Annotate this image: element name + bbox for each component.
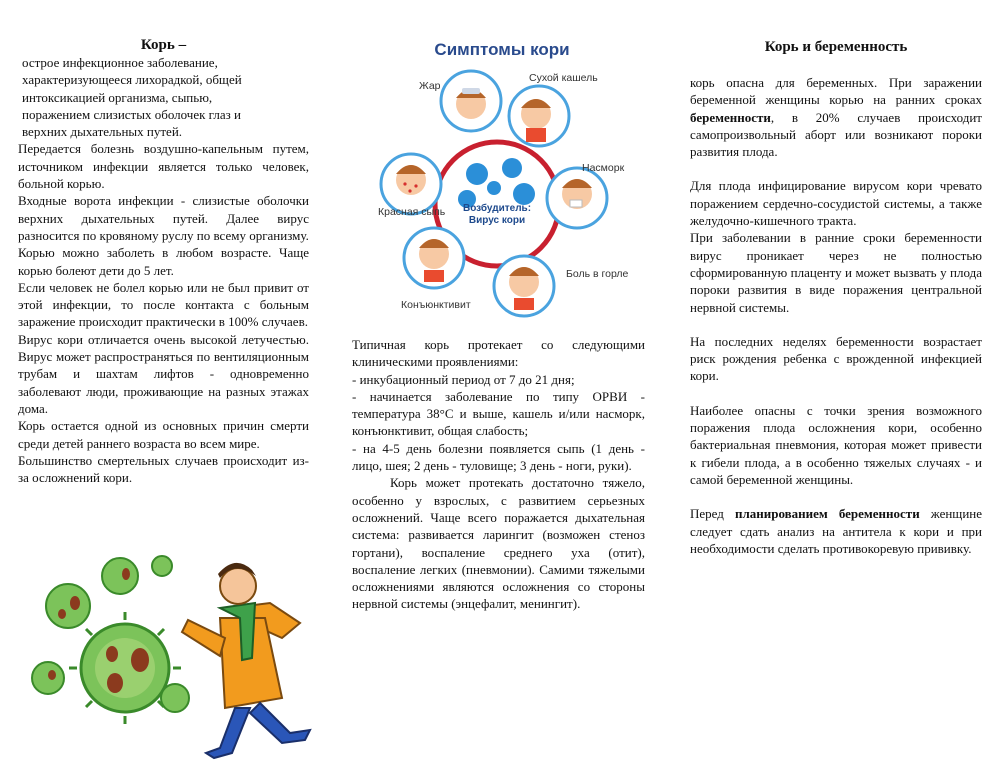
definition-line: характеризующееся лихорадкой, общей xyxy=(22,72,242,88)
child-face-icon xyxy=(562,179,592,209)
symptom-label-fever: Жар xyxy=(419,80,441,92)
symptom-label-dry-cough: Сухой кашель xyxy=(529,72,598,84)
pregnancy-title: Корь и беременность xyxy=(764,39,908,55)
virus-icon xyxy=(102,558,138,594)
paragraph-volatility: Вирус кори отличается очень высокой летучестью. Вирус может распространяться по вентиляционным трубам и шахтам лифтов - одновременно заболевают люди, проживающие на разных этажах дома. xyxy=(18,331,309,416)
virus-icon xyxy=(161,684,189,712)
paragraph-transmission: Передается болезнь воздушно-капельным путем, источником инфекции является только человек, больной корью. xyxy=(18,141,309,192)
pregnancy-paragraph-3: При заболевании в ранние сроки беременности вирус проникает через не полностью сформированную плаценту и может вызвать у плода пороки развития в виде поражения центральной нервной системы. xyxy=(690,230,982,315)
virus-illustration xyxy=(20,548,320,763)
virus-icon xyxy=(152,556,172,576)
virus-icon xyxy=(32,662,64,694)
text-span: корь опасна для беременных. При заражении беременной женщины корью на ранних сроках xyxy=(690,75,982,108)
running-man-icon xyxy=(182,563,310,758)
child-face-icon xyxy=(396,165,426,195)
pregnancy-paragraph-1 xyxy=(690,74,982,160)
clinical-item: - начинается заболевание по типу ОРВИ - температура 38°С и выше, кашель и/или насморк, конъюнктивит, общая слабость; xyxy=(352,388,645,439)
virus-icon xyxy=(46,584,90,628)
paragraph-contact: Если человек не болел корью или не был привит от этой инфекции, то после контакта с больным заражение происходит практически в 100% случаев. xyxy=(18,279,309,330)
clinical-item: - на 4-5 день болезни появляется сыпь (1 день - лицо, шея; 2 день - туловище; 3 день - ноги, руки). xyxy=(352,440,645,474)
pregnancy-paragraph-2: Для плода инфицирование вирусом кори чревато поражением сердечно-сосудистой системы, а также желудочно-кишечного тракта. xyxy=(690,178,982,229)
bold-term: беременности xyxy=(690,109,771,125)
pathogen-label-line: Возбудитель: xyxy=(462,203,532,214)
pathogen-label xyxy=(452,203,542,227)
paragraph-age: Корью можно заболеть в любом возрасте. Чаще корью болеют дети до 5 лет. xyxy=(18,245,309,278)
paragraph-complications: Большинство смертельных случаев происходит из-за осложнений кори. xyxy=(18,452,309,486)
right-column xyxy=(690,0,982,557)
left-column xyxy=(18,0,309,486)
definition-line: верхних дыхательных путей. xyxy=(22,124,183,140)
symptom-label-runny-nose: Насморк xyxy=(582,162,625,174)
symptom-label-conjunctivitis: Конъюнктивит xyxy=(401,299,471,311)
text-span: женщине следует сдать анализ на антитела к кори и при необходимости сделать противокоревую прививку. xyxy=(690,506,982,556)
definition-line: поражением слизистых оболочек глаз и xyxy=(22,106,241,122)
text-span: , в 20% случаев происходит самопроизвольный аборт или возникают пороки развития плода. xyxy=(690,109,982,160)
paragraph-mortality: Корь остается одной из основных причин смерти среди детей раннего возраста во всем мире. xyxy=(18,418,309,451)
pathogen-label-line: Вирус кори xyxy=(468,215,526,226)
clinical-item: - инкубационный период от 7 до 21 дня; xyxy=(352,371,575,387)
paragraph-entry: Входные ворота инфекции - слизистые оболочки верхних дыхательных путей. Далее вирус разносится по кровяному руслу по всему организму. xyxy=(18,193,309,243)
complications-paragraph: Корь может протекать достаточно тяжело, особенно у взрослых, с развитием серьезных осложнений. Чаще всего поражается дыхательная система: развивается ларингит (возможен стеноз гортани), воспаление среднего уха (отит), воспаление легких (пневмонии). Самими тяжелыми осложнениями являются осложнения со стороны нервной системы (энцефалит, менингит). xyxy=(352,475,645,612)
measles-title: Корь – xyxy=(140,37,187,53)
pregnancy-paragraph-5: Наиболее опасны с точки зрения возможного поражения плода осложнения кори, особенно бактериальная пневмония, которая может привести к гибели плода, а в особенно тяжелых случаях - и самой беременной женщины. xyxy=(690,402,982,487)
symptom-label-red-rash: Красная сыпь xyxy=(378,206,446,218)
infographic-title: Симптомы кори xyxy=(434,40,570,59)
text-span: Перед xyxy=(690,506,735,522)
symptom-label-sore-throat: Боль в горле xyxy=(566,268,629,280)
pregnancy-paragraph-6 xyxy=(690,505,982,557)
bold-term: планированием беременности xyxy=(734,506,920,522)
clinical-intro: Типичная корь протекает со следующими клиническими проявлениями: xyxy=(352,337,645,370)
pregnancy-paragraph-4: На последних неделях беременности возрастает риск рождения ребенка с врожденной инфекцией кори. xyxy=(690,333,982,384)
symptoms-infographic xyxy=(374,36,630,332)
definition-line: интоксикацией организма, сыпью, xyxy=(22,89,213,105)
middle-column xyxy=(352,336,645,613)
definition-line: острое инфекционное заболевание, xyxy=(22,55,218,70)
